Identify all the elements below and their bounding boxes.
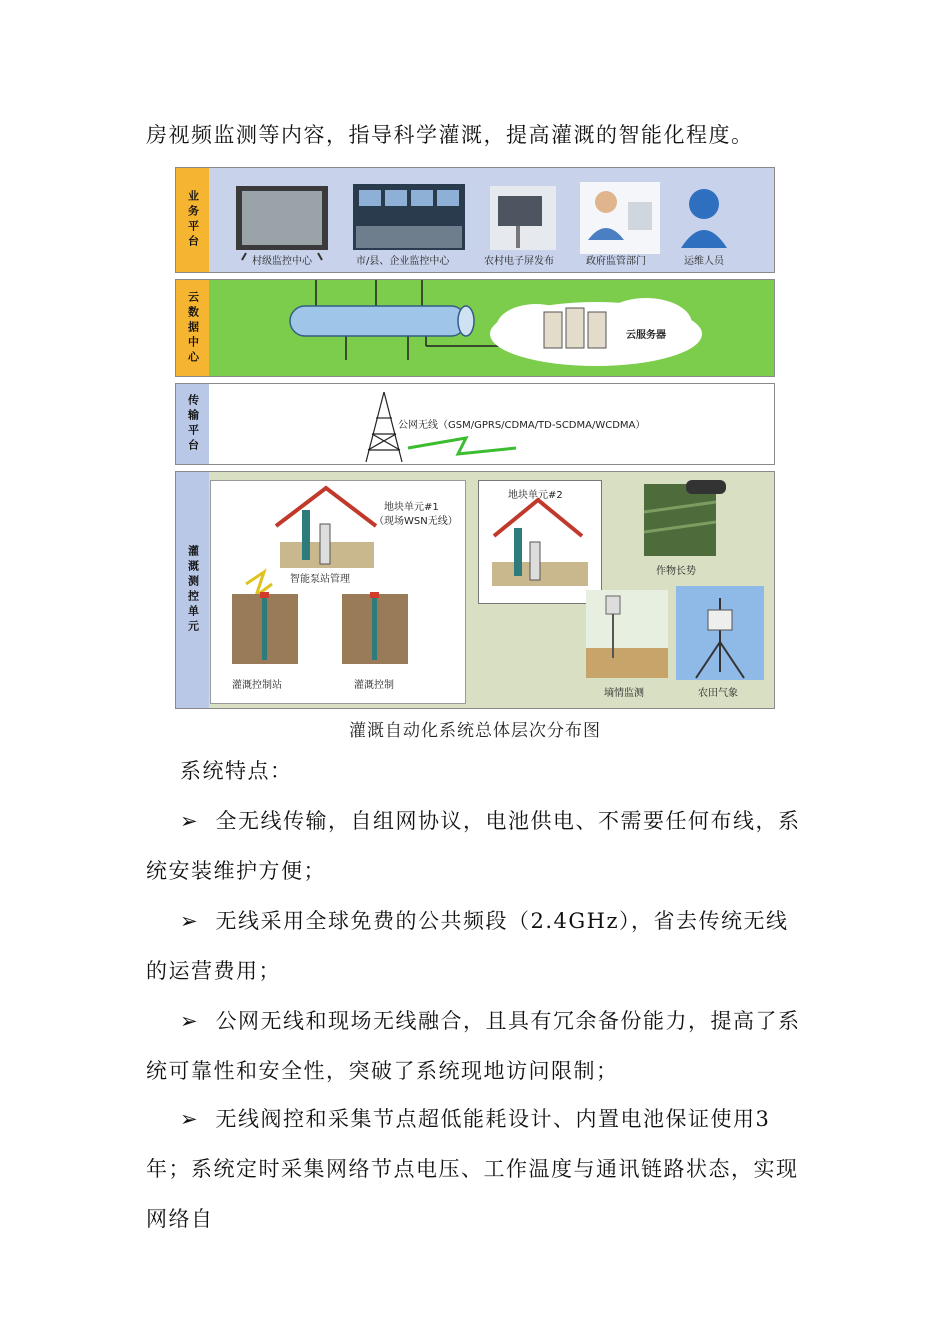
feature-text: 无线阀控和采集节点超低能耗设计、内置电池保证使用3年；系统定时采集网络节点电压、工作温度与通讯链路状态，实现网络自 <box>146 1107 799 1231</box>
crop-label: 作物长势 <box>656 566 696 577</box>
bullet-icon: ➢ <box>180 1107 200 1131</box>
cloud-layer-tab: 云数据中心 <box>176 280 209 376</box>
unit1-title: 地块单元#1 <box>384 502 439 513</box>
network-label: 公网无线（GSM/GPRS/CDMA/TD-SCDMA/WCDMA） <box>398 420 646 431</box>
radio-tower-icon <box>366 392 402 462</box>
weather-station-icon <box>676 586 764 680</box>
pump-house-icon <box>276 488 376 568</box>
business-item-label: 农村电子屏发布 <box>484 256 554 267</box>
moisture-label: 墒情监测 <box>604 688 644 699</box>
features-heading: 系统特点： <box>180 759 293 783</box>
bullet-icon: ➢ <box>180 1009 200 1033</box>
crop-camera-icon <box>644 480 726 556</box>
figure-caption: 灌溉自动化系统总体层次分布图 <box>349 721 601 741</box>
government-officer-icon <box>580 182 660 254</box>
server-icon <box>544 308 606 348</box>
pump-label: 智能泵站管理 <box>290 574 350 585</box>
field-sensor-icon <box>342 592 408 664</box>
electronic-screen-icon <box>490 186 556 250</box>
unit2-title: 地块单元#2 <box>508 490 563 501</box>
cloud-diagram <box>176 280 776 378</box>
cloud-server-label: 云服务器 <box>626 330 666 341</box>
transport-layer <box>175 383 775 465</box>
system-hierarchy-figure <box>175 167 775 709</box>
feature-item <box>146 796 808 896</box>
station-label: 灌溉控制站 <box>232 680 282 691</box>
maintenance-person-icon <box>681 189 727 248</box>
feature-text: 公网无线和现场无线融合，且具有冗余备份能力，提高了系统可靠性和安全性，突破了系统现地访问限制； <box>146 1009 801 1083</box>
field-sensor-icon <box>232 592 298 664</box>
control-layer-tab: 灌溉测控单元 <box>176 472 209 708</box>
weather-label: 农田气象 <box>698 688 738 699</box>
moisture-monitor-icon <box>586 590 668 678</box>
bullet-icon: ➢ <box>180 909 200 933</box>
feature-item <box>146 996 808 1096</box>
control-center-icon <box>353 184 465 250</box>
unit1-subtitle: （现场WSN无线） <box>374 516 458 527</box>
transport-layer-tab: 传输平台 <box>176 384 209 464</box>
feature-item <box>146 896 808 996</box>
village-monitor-icon <box>236 186 328 260</box>
feature-item <box>146 1094 808 1244</box>
feature-text: 无线采用全球免费的公共频段（2.4GHz），省去传统无线的运营费用； <box>146 909 789 983</box>
feature-text: 全无线传输，自组网协议，电池供电、不需要任何布线，系统安装维护方便； <box>146 809 801 883</box>
wireless-signal-icon <box>408 438 516 454</box>
cloud-layer <box>175 279 775 377</box>
business-layer <box>175 167 775 273</box>
bullet-icon: ➢ <box>180 809 200 833</box>
data-bus-pipe-icon <box>290 306 474 336</box>
business-item-label: 运维人员 <box>684 256 724 267</box>
business-item-label: 政府监管部门 <box>586 256 646 267</box>
control-label: 灌溉控制 <box>354 680 394 691</box>
business-layer-tab: 业务平台 <box>176 168 209 272</box>
control-layer <box>175 471 775 709</box>
pump-house-icon <box>492 500 588 586</box>
business-item-label: 村级监控中心 <box>252 256 312 267</box>
business-item-label: 市/县、企业监控中心 <box>356 256 450 267</box>
control-diagram <box>176 472 776 710</box>
intro-paragraph: 房视频监测等内容，指导科学灌溉，提高灌溉的智能化程度。 <box>146 123 754 147</box>
